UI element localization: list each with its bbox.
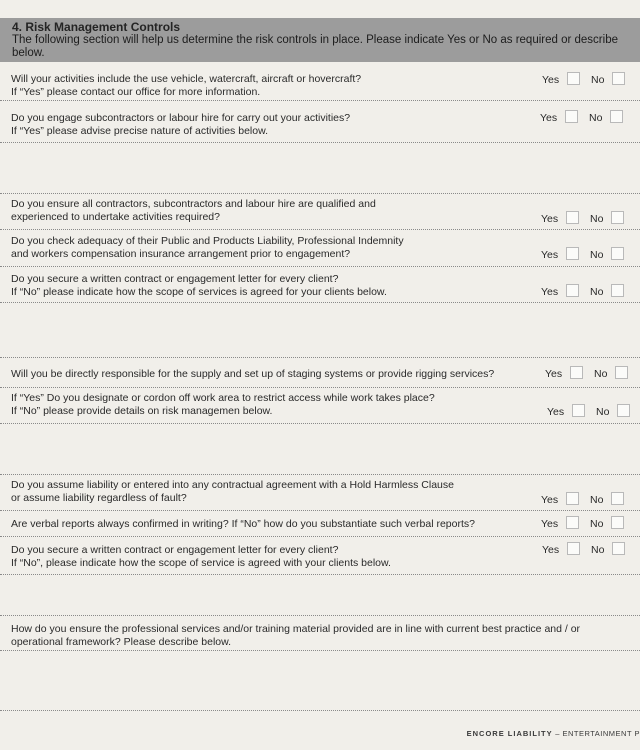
no-checkbox[interactable] [615, 366, 628, 379]
footer [467, 729, 640, 738]
question-line: or assume liability regardless of fault? [11, 491, 187, 504]
question-text [11, 392, 435, 417]
yes-label: Yes [541, 286, 559, 298]
no-label: No [589, 112, 603, 124]
question-line: If “No” please provide details on risk managemen below. [11, 404, 273, 417]
section-title: 4. Risk Management Controls [12, 20, 181, 34]
yes-label: Yes [547, 406, 565, 418]
yes-checkbox[interactable] [570, 366, 583, 379]
no-label: No [590, 494, 604, 506]
question-line: Do you secure a written contract or engagement letter for every client? [11, 544, 339, 556]
question-line: operational framework? Please describe below. [11, 635, 232, 648]
yes-label: Yes [541, 518, 559, 530]
yes-label: Yes [541, 249, 559, 261]
yes-checkbox[interactable] [567, 542, 580, 555]
yes-label: Yes [542, 74, 560, 86]
question-line: Are verbal reports always confirmed in writing? If “No” how do you substantiate such verbal reports? [11, 518, 475, 530]
answer-space[interactable] [0, 424, 640, 475]
question-row [0, 511, 640, 537]
no-label: No [591, 544, 605, 556]
yes-checkbox[interactable] [567, 72, 580, 85]
question-text [11, 112, 350, 137]
question-line: Will you be directly responsible for the supply and set up of staging systems or provide rigging services? [11, 368, 495, 380]
question-text [11, 479, 454, 504]
no-label: No [590, 249, 604, 261]
question-text [11, 235, 404, 260]
no-checkbox[interactable] [610, 110, 623, 123]
yes-checkbox[interactable] [566, 247, 579, 260]
no-label: No [590, 518, 604, 530]
answer-space[interactable] [0, 651, 640, 711]
question-text [11, 518, 475, 531]
question-row [0, 230, 640, 267]
yes-checkbox[interactable] [566, 492, 579, 505]
no-checkbox[interactable] [611, 516, 624, 529]
question-line: Do you ensure all contractors, subcontractors and labour hire are qualified and [11, 198, 376, 210]
question-line: If “Yes” please advise precise nature of activities below. [11, 124, 268, 137]
no-checkbox[interactable] [611, 247, 624, 260]
no-label: No [594, 368, 608, 380]
no-label: No [591, 74, 605, 86]
yes-label: Yes [540, 112, 558, 124]
no-label: No [590, 286, 604, 298]
yes-checkbox[interactable] [566, 516, 579, 529]
question-row [0, 101, 640, 143]
yes-label: Yes [541, 213, 559, 225]
question-row [0, 357, 640, 388]
yes-checkbox[interactable] [572, 404, 585, 417]
question-text [11, 273, 387, 298]
question-line: If “No”, please indicate how the scope of service is agreed with your clients below. [11, 556, 391, 569]
no-checkbox[interactable] [612, 72, 625, 85]
question-line: Do you secure a written contract or engagement letter for every client? [11, 273, 339, 285]
no-checkbox[interactable] [617, 404, 630, 417]
question-text [11, 73, 361, 98]
yes-label: Yes [545, 368, 563, 380]
question-line: Do you engage subcontractors or labour hire for carry out your activities? [11, 112, 351, 124]
footer-brand: ENCORE LIABILITY [466, 729, 553, 738]
answer-space[interactable] [0, 303, 640, 358]
answer-space[interactable] [0, 143, 640, 194]
question-text [11, 368, 494, 381]
question-row [0, 474, 640, 511]
section-header [0, 18, 640, 62]
question-row [0, 193, 640, 230]
question-line: How do you ensure the professional services and/or training material provided are in line with current best practice and / or [11, 623, 581, 635]
question-text [11, 623, 580, 648]
question-line: Do you check adequacy of their Public and Products Liability, Professional Indemnity [11, 235, 404, 247]
question-line: and workers compensation insurance arrangement prior to engagement? [11, 247, 351, 260]
question-line: experienced to undertake activities required? [11, 210, 220, 223]
yes-checkbox[interactable] [565, 110, 578, 123]
no-checkbox[interactable] [612, 542, 625, 555]
final-question-row [0, 615, 640, 651]
no-checkbox[interactable] [611, 211, 624, 224]
question-line: If “Yes” Do you designate or cordon off work area to restrict access while work takes place? [11, 392, 435, 404]
no-checkbox[interactable] [611, 284, 624, 297]
yes-label: Yes [542, 544, 560, 556]
question-row [0, 267, 640, 303]
question-row [0, 388, 640, 424]
footer-suffix: – ENTERTAINMENT P [552, 729, 640, 738]
section-description: The following section will help us determine the risk controls in place. Please indicate Yes or No as required or describe below. [12, 34, 618, 59]
question-text [11, 544, 391, 569]
question-row [0, 62, 640, 101]
question-row [0, 537, 640, 575]
question-line: Do you assume liability or entered into any contractual agreement with a Hold Harmless Clause [11, 479, 454, 491]
question-text [11, 198, 376, 223]
question-line: Will your activities include the use vehicle, watercraft, aircraft or hovercraft? [11, 73, 362, 85]
yes-checkbox[interactable] [566, 211, 579, 224]
no-label: No [596, 406, 610, 418]
no-checkbox[interactable] [611, 492, 624, 505]
answer-space[interactable] [0, 575, 640, 616]
yes-checkbox[interactable] [566, 284, 579, 297]
yes-label: Yes [541, 494, 559, 506]
no-label: No [590, 213, 604, 225]
question-line: If “Yes” please contact our office for more information. [11, 85, 261, 98]
question-line: If “No” please indicate how the scope of services is agreed for your clients below. [11, 285, 387, 298]
